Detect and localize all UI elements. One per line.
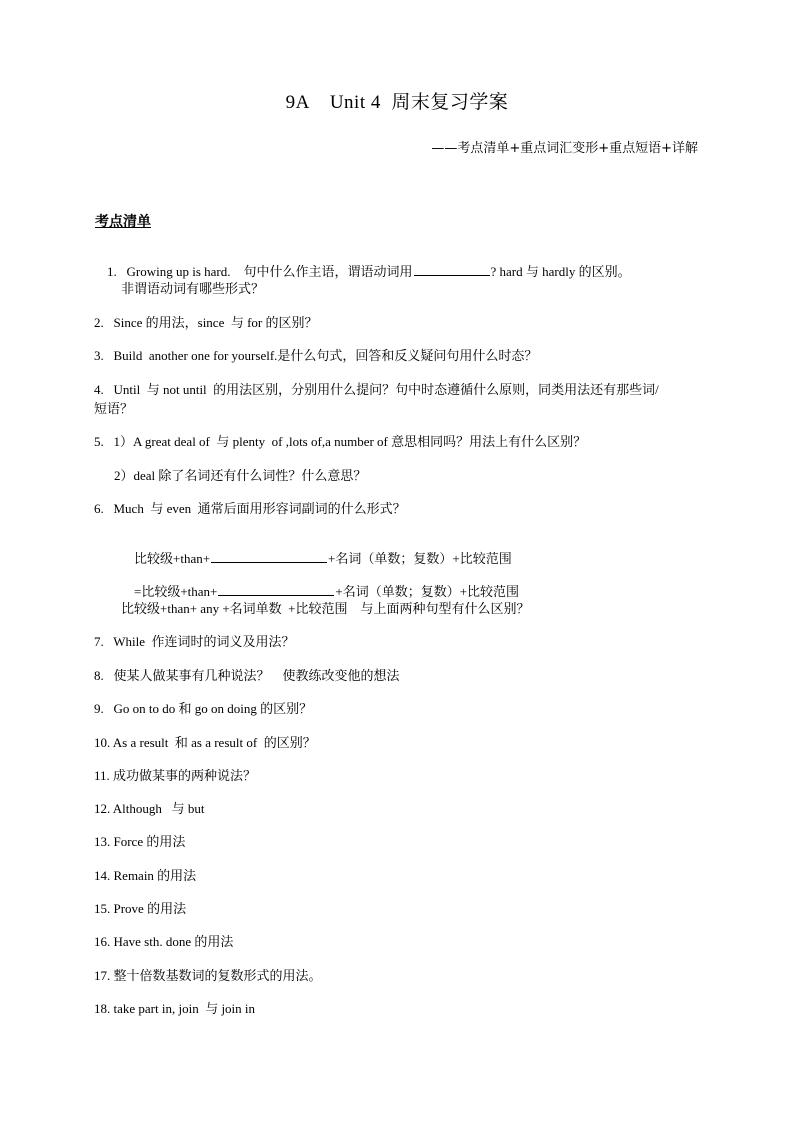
fill-blank <box>218 582 334 596</box>
item-6-pattern-3: 比较级+than+ any +名词单数 +比较范围 与上面两种句型有什么区别？ <box>121 601 530 616</box>
item-1-sub: 非谓语动词有哪些形式？ <box>121 281 265 296</box>
fill-blank <box>211 549 327 563</box>
item-16: 16. Have sth. done 的用法 <box>94 934 234 949</box>
item-6: 6. Much 与 even 通常后面用形容词副词的什么形式？ <box>94 501 406 516</box>
item-3: 3. Build another one for yourself.是什么句式，回答和反义疑问句用什么时态？ <box>94 348 538 363</box>
item-18: 18. take part in, join 与 join in <box>94 1001 256 1016</box>
fill-blank <box>414 262 490 276</box>
item-4-cont: 短语？ <box>94 401 134 416</box>
item-9: 9. Go on to do 和 go on doing 的区别？ <box>94 701 313 716</box>
item-5b: 2）deal 除了名词还有什么词性？什么意思？ <box>114 468 367 483</box>
pattern-1-text-a: 比较级+than+ <box>134 551 211 566</box>
section-heading: 考点清单 <box>95 214 151 230</box>
pattern-2-text-a: =比较级+than+ <box>134 584 218 599</box>
pattern-2-text-b: +名词（单数；复数）+比较范围 <box>335 584 520 599</box>
item-7: 7. While 作连词时的词义及用法？ <box>94 634 295 649</box>
item-10: 10. As a result 和 as a result of 的区别？ <box>94 735 316 750</box>
item-12: 12. Although 与 but <box>94 801 205 816</box>
item-8: 8. 使某人做某事有几种说法？ 使教练改变他的想法 <box>94 668 400 683</box>
item-17: 17. 整十倍数基数词的复数形式的用法。 <box>94 968 322 983</box>
item-13: 13. Force 的用法 <box>94 834 186 849</box>
page-subtitle: ——考点清单+重点词汇变形+重点短语+详解 <box>431 141 698 156</box>
item-14: 14. Remain 的用法 <box>94 868 197 883</box>
item-2: 2. Since 的用法，since 与 for 的区别？ <box>94 315 318 330</box>
item-11: 11. 成功做某事的两种说法？ <box>94 768 257 783</box>
pattern-1-text-b: +名词（单数；复数）+比较范围 <box>328 551 512 566</box>
item-1-text-b: ? hard 与 hardly 的区别。 <box>490 264 631 279</box>
item-1-text-a: 1. Growing up is hard. 句中什么作主语，谓语动词用 <box>107 264 413 279</box>
item-4: 4. Until 与 not until 的用法区别，分别用什么提问？句中时态遵循什么原则，同类用法还有那些词/ <box>94 382 659 397</box>
item-5a: 5. 1）A great deal of 与 plenty of ,lots of,a number of 意思相同吗？用法上有什么区别？ <box>94 434 587 449</box>
page-title: 9A Unit 4 周末复习学案 <box>285 92 509 113</box>
item-15: 15. Prove 的用法 <box>94 901 187 916</box>
